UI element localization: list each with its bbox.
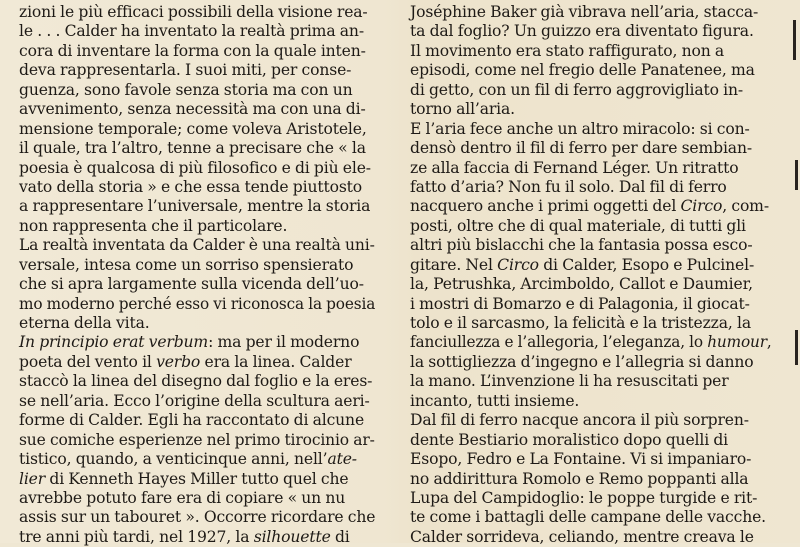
left-text-column xyxy=(19,3,375,547)
right-column-line xyxy=(410,236,772,255)
text-span: eterna della vita. xyxy=(19,314,150,332)
left-column-line xyxy=(19,508,375,527)
text-span: la, Petrushka, Arcimboldo, Callot e Daumier, xyxy=(410,275,753,294)
text-span: la mano. L’invenzione li ha resuscitati per xyxy=(410,372,729,391)
right-column-line xyxy=(410,392,772,411)
left-column-line xyxy=(19,236,374,255)
text-span: i mostri di Bomarzo e di Palagonia, il giocat- xyxy=(410,294,750,313)
text-span: Lupa del Campidoglio: le poppe turgide e rit- xyxy=(410,488,758,507)
right-column-line xyxy=(410,333,772,352)
italic-text-span: silhouette xyxy=(253,527,331,546)
text-span: posti, oltre che di qual materiale, di tutti gli xyxy=(410,216,746,235)
text-span: di xyxy=(330,527,350,546)
text-span: versale, intesa come un sorriso spensierato xyxy=(19,255,354,274)
text-span: Il movimento era stato raffigurato, non a xyxy=(410,41,725,60)
right-column-line xyxy=(410,197,772,216)
text-span: densò dentro il fil di ferro per dare sembian- xyxy=(410,139,752,158)
left-column-line xyxy=(19,489,375,508)
left-column-line xyxy=(19,275,375,294)
text-span: di Calder, Esopo e Pulcinel- xyxy=(538,255,755,274)
text-span: , xyxy=(766,333,772,352)
page-edge-mark-middle xyxy=(795,160,798,190)
italic-text-span: Circo xyxy=(497,255,539,274)
left-column-line xyxy=(19,392,375,411)
left-column-line xyxy=(19,411,375,430)
text-span: fatto d’aria? Non fu il solo. Dal fil di ferro xyxy=(410,177,727,196)
text-span: te come i battagli delle campane delle vacche. xyxy=(410,508,766,527)
right-column-line xyxy=(410,3,772,22)
text-span: ze alla faccia di Fernand Léger. Un ritratto xyxy=(410,158,739,177)
left-column-line xyxy=(19,528,375,547)
text-span: forme di Calder. Egli ha raccontato di alcune xyxy=(19,411,365,430)
left-column-line xyxy=(19,178,375,197)
right-column-line xyxy=(410,22,772,41)
text-span: cora di inventare la forma con la quale inten- xyxy=(19,41,366,60)
left-column-line xyxy=(19,431,373,450)
page-edge-mark-top xyxy=(793,20,796,60)
left-column-line xyxy=(19,372,375,391)
text-span: tistico, quando, a venticinque anni, nell’ xyxy=(19,450,328,469)
right-column-line xyxy=(410,217,772,236)
text-span: : ma per il moderno xyxy=(208,333,360,352)
right-column-line xyxy=(410,353,772,372)
left-column-line xyxy=(19,450,375,469)
italic-text-span: In principio erat verbum xyxy=(19,333,209,352)
right-column-line xyxy=(410,256,772,275)
left-column-line xyxy=(19,100,375,119)
text-span: mo moderno perché esso vi riconosca la poesia xyxy=(19,294,376,313)
left-column-line xyxy=(19,42,375,61)
text-span: tre anni più tardi, nel 1927, la xyxy=(19,527,254,546)
left-column-line xyxy=(19,294,376,314)
left-column-line xyxy=(19,81,375,100)
right-column-line xyxy=(410,470,772,489)
italic-text-span: Circo xyxy=(680,197,723,216)
right-column-line xyxy=(410,372,772,391)
text-span: La realtà inventata da Calder è una realtà uni- xyxy=(19,236,375,255)
right-column-line xyxy=(410,120,772,139)
text-span: non rappresenta che il particolare. xyxy=(19,216,288,235)
text-span: il quale, tra l’altro, tenne a precisare che « la xyxy=(19,139,366,158)
left-column-line xyxy=(19,470,375,489)
right-column-line xyxy=(410,528,772,547)
text-span: staccò la linea del disegno dal foglio e la eres- xyxy=(19,372,373,391)
text-span: vato della storia » e che essa tende piuttosto xyxy=(19,177,363,196)
text-span: la sottigliezza d’ingegno e l’allegria si danno xyxy=(410,352,754,371)
text-span: Joséphine Baker già vibrava nell’aria, stacca- xyxy=(410,3,759,21)
text-span: avrebbe potuto fare era di copiare « un nu xyxy=(19,488,346,507)
text-span: assis sur un tabouret ». Occorre ricordare che xyxy=(19,508,376,527)
text-span: dente Bestiario moralistico dopo quelli di xyxy=(410,430,729,449)
left-column-line xyxy=(19,3,375,22)
left-column-line xyxy=(19,353,375,372)
text-span: altri più bislacchi che la fantasia possa esco- xyxy=(410,236,753,255)
left-column-line xyxy=(19,159,375,178)
right-column-line xyxy=(410,81,772,100)
right-column-line xyxy=(410,489,772,508)
text-span: zioni le più efficaci possibili della visione rea- xyxy=(19,3,368,21)
text-span: a rappresentare l’universale, mentre la storia xyxy=(19,197,371,216)
text-span: deva rappresentarla. I suoi miti, per conse- xyxy=(19,61,352,80)
italic-text-span: verbo xyxy=(156,352,201,371)
text-span: poesia è qualcosa di più filosofico e di più ele- xyxy=(19,158,371,177)
text-span: le . . . Calder ha inventato la realtà prima an- xyxy=(19,22,364,41)
text-span: episodi, come nel fregio delle Panatenee, ma xyxy=(410,61,755,80)
text-span: di getto, con un fil di ferro aggrovigliato in- xyxy=(410,80,744,99)
right-column-line xyxy=(410,431,772,450)
text-span: se nell’aria. Ecco l’origine della scultura aeri- xyxy=(19,391,370,410)
left-column-line xyxy=(19,333,375,352)
right-column-line xyxy=(410,42,772,61)
right-column-line xyxy=(410,100,772,119)
right-column-line xyxy=(410,314,772,333)
italic-text-span: ate- xyxy=(327,450,357,469)
text-span: incanto, tutti insieme. xyxy=(410,391,580,410)
right-column-line xyxy=(410,159,772,178)
text-span: fanciullezza e l’allegoria, l’eleganza, lo xyxy=(410,333,708,352)
text-span: ta dal foglio? Un guizzo era diventato figura. xyxy=(410,22,754,41)
right-column-line xyxy=(410,508,772,527)
text-span: mensione temporale; come voleva Aristotele, xyxy=(19,119,367,138)
text-span: gitare. Nel xyxy=(410,255,498,274)
text-span: era la linea. Calder xyxy=(200,352,352,371)
text-span: Calder sorrideva, celiando, mentre creava le xyxy=(410,527,754,546)
text-span: nacquero anche i primi oggetti del xyxy=(410,197,681,216)
text-span: E l’aria fece anche un altro miracolo: si con- xyxy=(410,119,750,138)
page-edge-mark-bottom xyxy=(795,330,798,365)
text-span: sue comiche esperienze nel primo tirocinio ar- xyxy=(19,430,375,449)
text-span: guenza, sono favole senza storia ma con un xyxy=(19,80,353,99)
left-column-line xyxy=(19,61,375,80)
text-span: no addirittura Romolo e Remo poppanti alla xyxy=(410,469,749,488)
left-column-line xyxy=(19,314,375,333)
text-span: torno all’aria. xyxy=(410,100,515,119)
right-text-column xyxy=(410,3,772,547)
italic-text-span: humour xyxy=(707,333,767,352)
right-column-line xyxy=(410,450,772,469)
left-column-line xyxy=(19,22,375,41)
left-column-line xyxy=(19,197,375,216)
left-column-line xyxy=(19,256,375,275)
left-column-line xyxy=(19,217,375,236)
text-span: poeta del vento il xyxy=(19,352,157,371)
right-column-line xyxy=(410,139,772,158)
text-span: tolo e il sarcasmo, la felicità e la tristezza, la xyxy=(410,314,751,332)
left-column-line xyxy=(19,139,375,158)
text-span: di Kenneth Hayes Miller tutto quel che xyxy=(45,469,349,488)
text-span: , com- xyxy=(722,197,769,216)
right-column-line xyxy=(410,178,772,197)
right-column-line xyxy=(410,411,772,430)
italic-text-span: lier xyxy=(19,469,46,488)
text-span: che si apra largamente sulla vicenda dell’uo- xyxy=(19,275,364,294)
right-column-line xyxy=(410,295,772,314)
text-span: Esopo, Fedro e La Fontaine. Vi si impaniaro- xyxy=(410,450,752,469)
right-column-line xyxy=(410,61,772,80)
right-column-line xyxy=(410,275,772,294)
text-span: avvenimento, senza necessità ma con una di- xyxy=(19,100,366,119)
text-span: Dal fil di ferro nacque ancora il più sorpren- xyxy=(410,411,749,430)
left-column-line xyxy=(19,120,375,139)
